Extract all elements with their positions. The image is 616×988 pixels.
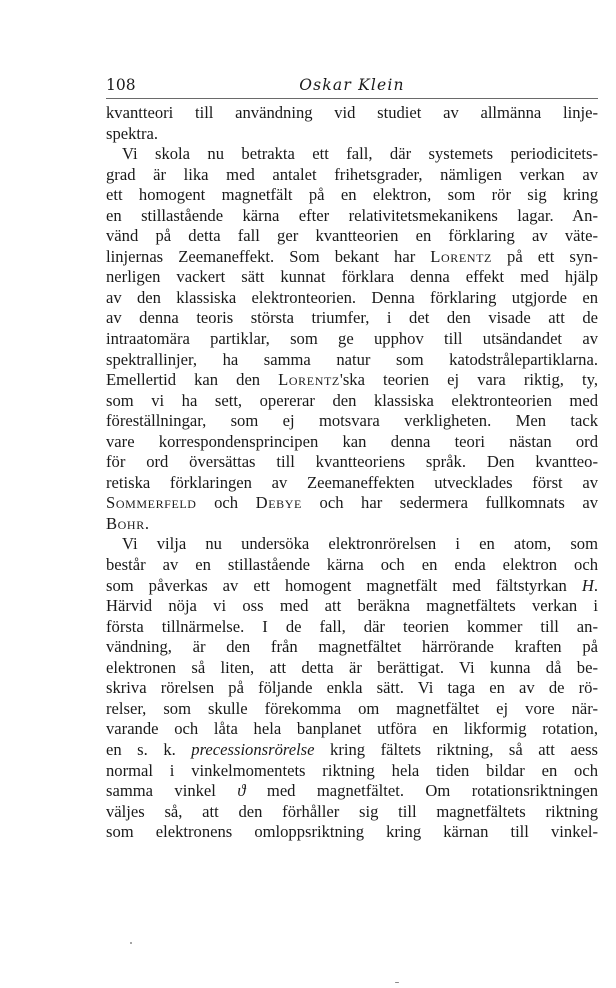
text-line bbox=[106, 802, 598, 823]
running-title: Oskar Klein bbox=[299, 76, 405, 94]
text-run: Härvid nöja vi oss med att beräkna magnetfältets verkan i bbox=[106, 596, 598, 616]
text-run: varande och låta hela banplanet utföra en likformig rotation, bbox=[106, 719, 598, 739]
emphasis: ϑ bbox=[237, 781, 246, 801]
text-line bbox=[106, 658, 598, 679]
text-run: linjernas Zeemaneffekt. Som bekant har bbox=[106, 246, 431, 266]
text-line bbox=[106, 781, 598, 802]
text-line bbox=[106, 308, 598, 329]
text-run: samma vinkel bbox=[106, 781, 238, 801]
text-line bbox=[106, 514, 598, 535]
text-line bbox=[106, 247, 598, 268]
book-page bbox=[106, 74, 598, 843]
text-run: en stillastående kärna efter relativitetsmekanikens lagar. An- bbox=[106, 205, 598, 225]
text-run: föreställningar, som ej motsvara verkligheten. Men tack bbox=[106, 411, 598, 431]
text-run: av denna teoris största triumfer, i det den visade att de bbox=[106, 308, 598, 328]
text-line bbox=[106, 740, 598, 761]
author-name: Debye bbox=[255, 493, 302, 513]
text-run: kring fältets riktning, så att aess bbox=[314, 739, 598, 759]
author-name: Lorentz bbox=[430, 246, 492, 266]
emphasis: H bbox=[581, 575, 594, 595]
text-run: spektrallinjer, ha samma natur som katodstrålepartiklarna. bbox=[106, 349, 598, 369]
text-line bbox=[106, 370, 598, 391]
text-run: vändning, är den från magnetfältet härrörande kraften på bbox=[106, 637, 598, 657]
text-run: elektronen så liten, att detta är berättigat. Vi kunna då be- bbox=[106, 657, 598, 677]
text-line bbox=[106, 267, 598, 288]
text-line bbox=[106, 576, 598, 597]
text-run: nerligen vackert sätt kunnat förklara denna effekt med hjälp bbox=[106, 267, 598, 287]
text-line bbox=[106, 555, 598, 576]
text-line bbox=[106, 452, 598, 473]
page-number: 108 bbox=[106, 76, 136, 94]
text-line bbox=[106, 473, 598, 494]
text-run: Emellertid kan den bbox=[106, 370, 279, 390]
text-line bbox=[106, 719, 598, 740]
text-line bbox=[106, 596, 598, 617]
text-line bbox=[106, 411, 598, 432]
text-run: för ord översättas till kvantteoriens språk. Den kvantteo- bbox=[106, 452, 598, 472]
text-run: vänd på detta fall ger kvantteorien en förklaring av väte- bbox=[106, 226, 598, 246]
text-run: intraatomära partiklar, som ge upphov till utsändandet av bbox=[106, 329, 598, 349]
text-line bbox=[106, 350, 598, 371]
text-line bbox=[106, 206, 598, 227]
text-run: första tillnärmelse. I de fall, där teorien kommer till an- bbox=[106, 616, 598, 636]
text-run: på ett syn- bbox=[491, 246, 598, 266]
text-run: av den klassiska elektronteorien. Denna förklaring utgjorde en bbox=[106, 287, 598, 307]
text-run: och bbox=[196, 493, 256, 513]
text-run: och har sedermera fullkomnats av bbox=[301, 493, 599, 513]
author-name: Lorentz bbox=[278, 370, 340, 390]
text-run: väljes så, att den förhåller sig till magnetfältets riktning bbox=[106, 801, 598, 821]
text-line bbox=[106, 165, 598, 186]
text-run: består av en stillastående kärna och en enda elektron och bbox=[106, 555, 598, 575]
text-run: retiska förklaringen av Zeemaneffekten utvecklades först av bbox=[106, 472, 598, 492]
text-line bbox=[106, 103, 598, 124]
text-line bbox=[106, 678, 598, 699]
text-run: som elektronens omloppsriktning kring kärnan till vinkel- bbox=[106, 822, 598, 842]
header-rule bbox=[106, 98, 598, 99]
text-line bbox=[106, 699, 598, 720]
emphasis: precessionsrörelse bbox=[191, 739, 315, 759]
text-run: relser, som skulle förekomma om magnetfältet ej vore när- bbox=[106, 698, 598, 718]
text-line bbox=[106, 822, 598, 843]
text-line bbox=[106, 432, 598, 453]
text-run: 'ska teorien ej vara riktig, ty, bbox=[339, 370, 598, 390]
text-line bbox=[106, 124, 598, 145]
text-run: . bbox=[144, 513, 149, 533]
text-run: skriva rörelsen på följande enkla sätt. Vi taga en av de rö- bbox=[106, 678, 598, 698]
text-run: normal i vinkelmomentets riktning hela tiden bildar en och bbox=[106, 760, 598, 780]
text-line bbox=[106, 493, 598, 514]
text-run: kvantteori till användning vid studiet av allmänna linje- bbox=[106, 103, 598, 122]
text-run: med magnetfältet. Om rotationsriktningen bbox=[245, 781, 598, 801]
text-line bbox=[106, 391, 598, 412]
text-line bbox=[106, 185, 598, 206]
text-run: . bbox=[593, 575, 598, 595]
text-line bbox=[106, 144, 598, 165]
author-name: Bohr bbox=[106, 513, 145, 533]
text-run: en s. k. bbox=[106, 739, 192, 759]
text-run: Vi vilja nu undersöka elektronrörelsen i en atom, som bbox=[122, 534, 598, 554]
text-line bbox=[106, 617, 598, 638]
speck bbox=[395, 982, 399, 983]
speck bbox=[130, 942, 132, 944]
text-run: som vi ha sett, opererar den klassiska elektronteorien med bbox=[106, 390, 598, 410]
text-line bbox=[106, 637, 598, 658]
text-line bbox=[106, 288, 598, 309]
text-run: spektra. bbox=[106, 123, 159, 143]
text-line bbox=[106, 534, 598, 555]
text-run: som påverkas av ett homogent magnetfält med fältstyrkan bbox=[106, 575, 582, 595]
text-run: vare korrespondensprincipen kan denna teori nästan ord bbox=[106, 431, 598, 451]
text-line bbox=[106, 226, 598, 247]
text-run: Vi skola nu betrakta ett fall, där systemets periodicitets- bbox=[122, 144, 598, 164]
text-line bbox=[106, 329, 598, 350]
text-line bbox=[106, 761, 598, 782]
running-header bbox=[106, 74, 598, 96]
body-text bbox=[106, 103, 598, 843]
text-run: ett homogent magnetfält på en elektron, som rör sig kring bbox=[106, 185, 598, 205]
text-run: grad är lika med antalet frihetsgrader, nämligen verkan av bbox=[106, 164, 598, 184]
author-name: Sommerfeld bbox=[106, 493, 197, 513]
